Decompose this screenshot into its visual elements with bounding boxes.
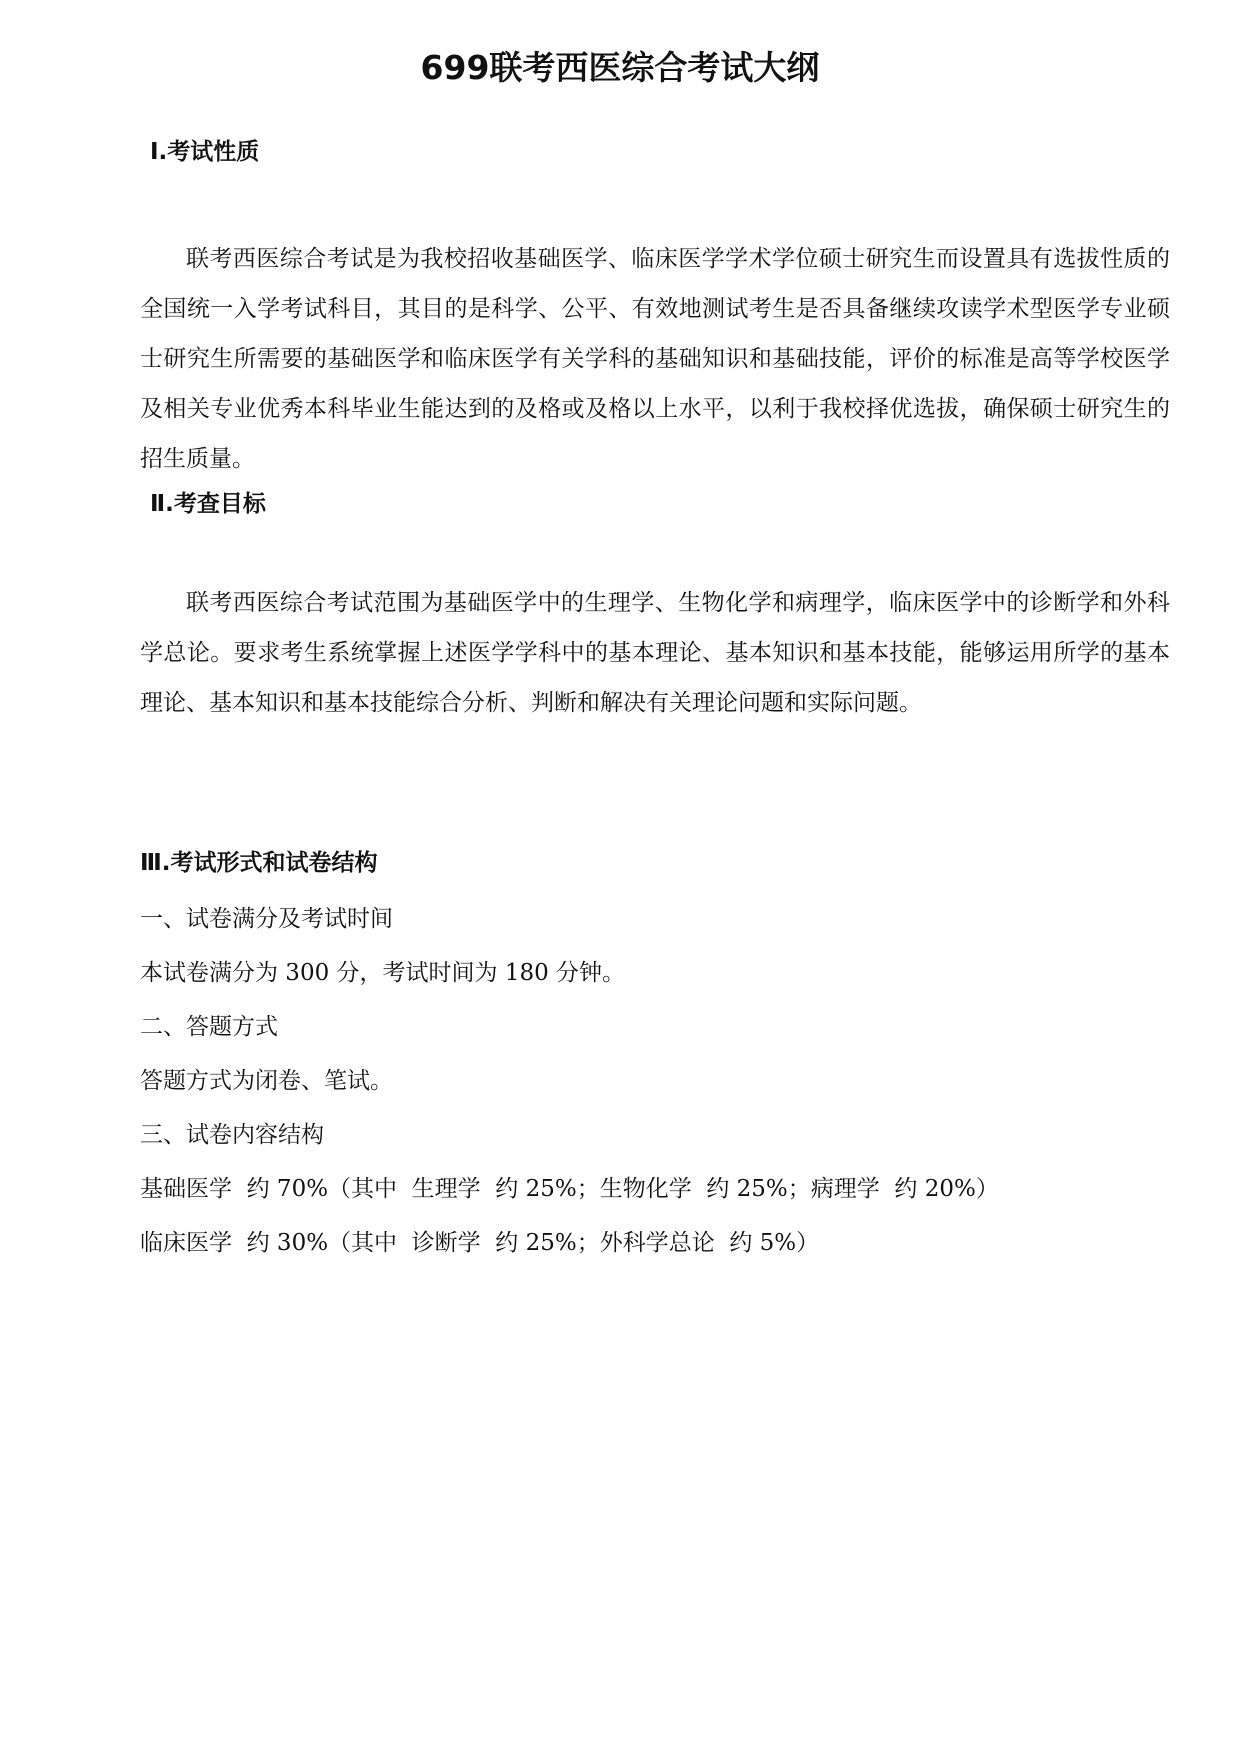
subheading-content-structure: 三、试卷内容结构 [140, 1122, 324, 1148]
text-score-and-time: 本试卷满分为 300 分，考试时间为 180 分钟。 [140, 960, 626, 986]
section-heading-exam-objectives: Ⅱ.考查目标 [150, 491, 266, 517]
paragraph-exam-nature: 联考西医综合考试是为我校招收基础医学、临床医学学术学位硕士研究生而设置具有选拔性质的全国统一入学考试科目，其目的是科学、公平、有效地测试考生是否具备继续攻读学术型医学专业硕士研究生所需要的基础医学和临床医学有关学科的基础知识和基础技能，评价的标准是高等学校医学及相关专业优秀本科毕业生能达到的及格或及格以上水平，以利于我校择优选拔，确保硕士研究生的招生质量。 [140, 246, 1170, 472]
text-clinical-medicine-share: 临床医学 约 30%（其中 诊断学 约 25%；外科学总论 约 5%） [140, 1230, 820, 1256]
subheading-score-and-time: 一、试卷满分及考试时间 [140, 906, 393, 932]
paragraph-exam-objectives: 联考西医综合考试范围为基础医学中的生理学、生物化学和病理学，临床医学中的诊断学和外科学总论。要求考生系统掌握上述医学学科中的基本理论、基本知识和基本技能，能够运用所学的基本理论、基本知识和基本技能综合分析、判断和解决有关理论问题和实际问题。 [140, 590, 1170, 716]
subheading-answer-method: 二、答题方式 [140, 1014, 278, 1040]
text-basic-medicine-share: 基础医学 约 70%（其中 生理学 约 25%；生物化学 约 25%；病理学 约 20%） [140, 1176, 999, 1202]
text-answer-method: 答题方式为闭卷、笔试。 [140, 1068, 393, 1094]
section-heading-exam-format: Ⅲ.考试形式和试卷结构 [140, 850, 378, 876]
section-heading-exam-nature: Ⅰ.考试性质 [150, 139, 260, 165]
document-title: 699联考西医综合考试大纲 [420, 48, 820, 87]
